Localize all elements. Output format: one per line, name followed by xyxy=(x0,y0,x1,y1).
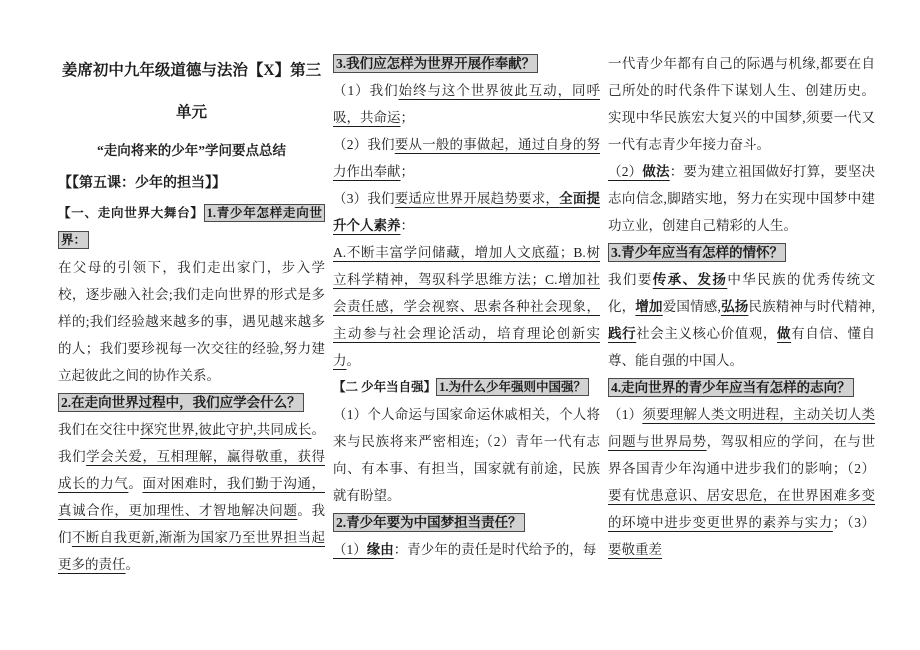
text-segment: 在父母的引领下，我们走出家门，步入学校，逐步融入社会;我们走向世界的形式是多样的;我们经验越来越多的事，遇见越来越多的人；我们要珍视每一次交往的经验,努力建立起彼此之间的协作关系。 xyxy=(58,260,325,383)
text-segment: 。我们 xyxy=(58,503,326,545)
text-segment: 一代青少年都有自己的际遇与机缘,都要在自己所处的时代条件下谋划人生、创建历史。实现中华民族宏大复兴的中国梦,须要一代又一代有志青少年接力奋斗。 xyxy=(608,56,875,152)
question-heading xyxy=(333,509,600,536)
text-segment: 须要理解人类文明进程，主动关切人类问题与世界局势 xyxy=(608,407,876,449)
text-segment: 有自信、懂自尊、能自强的中国人。 xyxy=(608,326,876,368)
text-segment: 弘扬 xyxy=(720,299,749,314)
highlighted-heading-text: 3.青少年应当有怎样的情怀？ xyxy=(608,243,786,262)
section-1-heading xyxy=(58,200,325,254)
question-heading xyxy=(58,389,325,416)
highlighted-heading-text: 1.青少年怎样走向世界： xyxy=(58,204,325,249)
section-2-heading xyxy=(333,374,600,401)
text-segment: 传承、发扬 xyxy=(652,272,728,287)
text-segment: 民族精神与时代精神, xyxy=(748,299,875,314)
text-segment: 。 xyxy=(128,476,143,491)
text-segment: 缘由 xyxy=(366,542,394,557)
text-segment: “走向将来的少年”学问要点总结 xyxy=(97,143,286,158)
text-segment: （1）个人命运与国家命运休戚相关，个人将来与民族将来严密相连;（2）青年一代有志向、有本事、有担当，国家就有前途，民族就有盼望。 xyxy=(333,407,600,503)
text-segment: 要有忧患意识、居安思危，在世界困难多变的环境中进步变更世界的素养与实力 xyxy=(608,488,875,530)
text-segment: （1） xyxy=(608,407,643,422)
highlighted-heading-text: 1.为什么少年强则中国强？ xyxy=(436,378,589,396)
text-segment: ； xyxy=(400,110,414,125)
text-segment: 。 xyxy=(125,557,139,572)
text-segment: 要从一般的事做起，通过自身的努力作出奉献 xyxy=(333,137,601,179)
text-segment: 做 xyxy=(777,326,792,341)
text-segment: 全面提升个人素养 xyxy=(333,191,601,233)
text-segment: （1）我们 xyxy=(333,83,399,98)
text-segment: 探究世界,彼此守护,共同成长 xyxy=(140,422,312,437)
text-segment: 【一、走向世界大舞台】 xyxy=(58,206,204,220)
text-segment: （2）我们 xyxy=(333,137,395,152)
text-segment: （1） xyxy=(333,542,367,557)
paragraph xyxy=(333,536,600,563)
text-segment: ；（3） xyxy=(832,515,876,530)
text-segment: 践行 xyxy=(608,326,637,341)
paragraph xyxy=(608,158,875,239)
text-segment: 中华民族的优秀传统文化， xyxy=(608,272,876,314)
text-segment: 【二 少年当自强】 xyxy=(333,380,437,394)
text-segment: ，驾驭相应的学问，在与世界各国青少年沟通中进步我们的影响；（2） xyxy=(608,434,876,476)
text-segment: 爱国情感, xyxy=(662,299,721,314)
text-segment: 我们在交往中 xyxy=(58,422,141,437)
text-segment: 。我们 xyxy=(58,422,325,464)
paragraph xyxy=(608,266,875,374)
paragraph xyxy=(333,239,600,374)
text-segment: 始终与这个世界彼此互动，同呼吸，共命运 xyxy=(333,83,601,125)
document-title xyxy=(58,50,325,134)
text-segment: 学会关爱，互相理解，赢得敬重，获得成长的力气 xyxy=(58,449,326,491)
text-segment: 做法 xyxy=(642,164,670,179)
paragraph xyxy=(608,401,875,563)
text-segment: 增加 xyxy=(635,299,663,314)
lesson-heading xyxy=(58,168,325,200)
text-segment: ：要为建立祖国做好打算，要坚决志向信念,脚踏实地，努力在实现中国梦中建功立业，创建自己精彩的人生。 xyxy=(608,164,876,233)
text-segment: 面对困难时，我们勤于沟通，真诚合作，更加理性、才智地解决问题 xyxy=(58,476,326,518)
paragraph xyxy=(333,185,600,239)
text-segment: A.不断丰富学问储藏，增加人文底蕴；B.树立科学精神，驾驭科学思维方法；C.增加社会责任感，学会视察、思索各种社会现象，主动参与社会理论活动，培育理论创新实力 xyxy=(333,245,600,368)
paragraph xyxy=(333,131,600,185)
text-segment: 我们要 xyxy=(608,272,653,287)
highlighted-heading-text: 3.我们应怎样为世界开展作奉献？ xyxy=(333,54,538,73)
column xyxy=(333,50,600,563)
text-segment: 。 xyxy=(346,353,360,368)
paragraph xyxy=(58,416,325,578)
column xyxy=(608,50,875,563)
text-segment: ： xyxy=(400,218,414,233)
question-heading xyxy=(608,374,875,401)
text-segment: 社会主义核心价值观， xyxy=(636,326,778,341)
text-segment: （3）我们 xyxy=(333,191,395,206)
highlighted-heading-text: 4.走向世界的青少年应当有怎样的志向？ xyxy=(608,378,854,397)
paragraph xyxy=(333,77,600,131)
paragraph xyxy=(608,50,875,158)
text-segment: 要敬重差 xyxy=(608,542,662,557)
question-heading xyxy=(333,50,600,77)
document-subtitle xyxy=(58,134,325,168)
text-segment: 要适应世界开展趋势要求， xyxy=(394,191,560,206)
highlighted-heading-text: 2.在走向世界过程中，我们应学会什么？ xyxy=(58,393,304,412)
text-segment: ：青少年的责任是时代给予的，每 xyxy=(393,542,597,557)
text-segment: （2） xyxy=(608,164,643,179)
column xyxy=(58,50,325,578)
text-segment: 姜席初中九年级道德与法治【X】第三单元 xyxy=(61,62,322,121)
highlighted-heading-text: 2.青少年要为中国梦担当责任？ xyxy=(333,513,525,532)
text-segment: 【【第五课：少年的担当】】 xyxy=(58,176,226,191)
text-segment: ； xyxy=(400,164,414,179)
paragraph xyxy=(333,401,600,509)
text-segment: 不断自我更新,渐渐为国家乃至世界担当起更多的责任 xyxy=(58,530,325,572)
question-heading xyxy=(608,239,875,266)
paragraph xyxy=(58,254,325,389)
